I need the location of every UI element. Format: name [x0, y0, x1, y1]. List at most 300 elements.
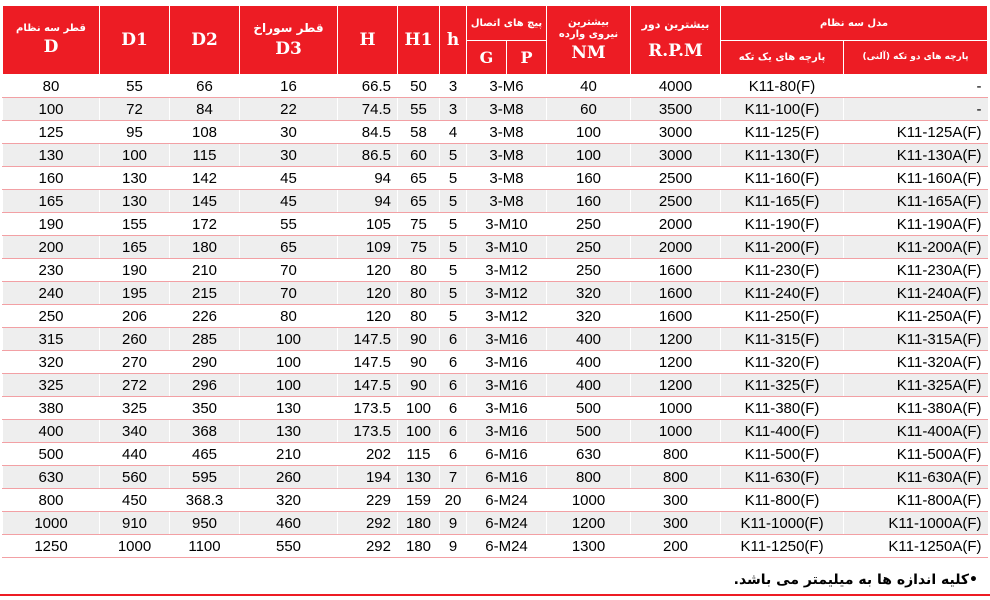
cell-h-height: 147.5	[338, 328, 398, 351]
col-H1: H1	[398, 6, 440, 75]
cell-model-double: K11-380A(F)	[844, 397, 988, 420]
cell-h1: 55	[398, 98, 440, 121]
cell-d1: 450	[100, 489, 170, 512]
cell-d1: 340	[100, 420, 170, 443]
cell-thread: 3-M16	[467, 351, 547, 374]
cell-h-small: 6	[440, 397, 467, 420]
cell-h-height: 229	[338, 489, 398, 512]
cell-d: 100	[3, 98, 100, 121]
cell-d1: 190	[100, 259, 170, 282]
cell-d2: 66	[170, 75, 240, 98]
table-row	[3, 282, 988, 305]
cell-h-height: 74.5	[338, 98, 398, 121]
cell-d2: 108	[170, 121, 240, 144]
cell-h-small: 6	[440, 420, 467, 443]
cell-d3: 260	[240, 466, 338, 489]
cell-model-single: K11-230(F)	[721, 259, 844, 282]
cell-d1: 165	[100, 236, 170, 259]
cell-rpm: 2000	[631, 236, 721, 259]
cell-model-single: K11-130(F)	[721, 144, 844, 167]
cell-d: 380	[3, 397, 100, 420]
col-force	[547, 6, 631, 75]
cell-rpm: 1600	[631, 259, 721, 282]
cell-d1: 272	[100, 374, 170, 397]
cell-thread: 3-M12	[467, 305, 547, 328]
cell-rpm: 2500	[631, 190, 721, 213]
cell-h-small: 20	[440, 489, 467, 512]
cell-d2: 350	[170, 397, 240, 420]
cell-d1: 155	[100, 213, 170, 236]
cell-force: 400	[547, 351, 631, 374]
cell-force: 320	[547, 282, 631, 305]
cell-h1: 180	[398, 535, 440, 558]
cell-d: 80	[3, 75, 100, 98]
col-rpm-label-fa: بیشترین دور	[641, 18, 710, 32]
cell-model-single: K11-500(F)	[721, 443, 844, 466]
cell-model-double: K11-1000A(F)	[844, 512, 988, 535]
cell-rpm: 1200	[631, 328, 721, 351]
col-rpm-label: R.P.M	[648, 40, 703, 61]
cell-d2: 215	[170, 282, 240, 305]
cell-model-double: K11-500A(F)	[844, 443, 988, 466]
cell-h-small: 5	[440, 213, 467, 236]
cell-d1: 910	[100, 512, 170, 535]
cell-h-small: 6	[440, 374, 467, 397]
cell-thread: 3-M16	[467, 420, 547, 443]
cell-model-double: K11-400A(F)	[844, 420, 988, 443]
cell-h-height: 120	[338, 305, 398, 328]
cell-h-height: 120	[338, 259, 398, 282]
cell-d3: 45	[240, 190, 338, 213]
cell-force: 160	[547, 167, 631, 190]
cell-h-small: 5	[440, 190, 467, 213]
cell-rpm: 3000	[631, 121, 721, 144]
cell-h-small: 9	[440, 535, 467, 558]
cell-d1: 206	[100, 305, 170, 328]
cell-h-height: 66.5	[338, 75, 398, 98]
table-row	[3, 443, 988, 466]
cell-d2: 950	[170, 512, 240, 535]
cell-model-double: K11-125A(F)	[844, 121, 988, 144]
cell-h1: 180	[398, 512, 440, 535]
table-row	[3, 489, 988, 512]
cell-force: 1300	[547, 535, 631, 558]
table-row	[3, 121, 988, 144]
cell-d: 325	[3, 374, 100, 397]
cell-rpm: 800	[631, 443, 721, 466]
cell-model-single: K11-630(F)	[721, 466, 844, 489]
table-row	[3, 98, 988, 121]
col-single: پارچه های یک تکه	[721, 41, 844, 75]
cell-d: 250	[3, 305, 100, 328]
cell-force: 250	[547, 213, 631, 236]
cell-force: 100	[547, 144, 631, 167]
cell-d: 320	[3, 351, 100, 374]
cell-d2: 465	[170, 443, 240, 466]
cell-h-height: 94	[338, 190, 398, 213]
cell-d3: 70	[240, 259, 338, 282]
cell-d1: 130	[100, 167, 170, 190]
col-D3	[240, 6, 338, 75]
bottom-rule	[0, 594, 990, 596]
cell-force: 100	[547, 121, 631, 144]
cell-rpm: 1200	[631, 374, 721, 397]
cell-h1: 75	[398, 236, 440, 259]
cell-h-height: 292	[338, 535, 398, 558]
cell-thread: 6-M16	[467, 466, 547, 489]
cell-rpm: 300	[631, 512, 721, 535]
cell-d2: 180	[170, 236, 240, 259]
cell-d1: 195	[100, 282, 170, 305]
cell-d3: 320	[240, 489, 338, 512]
cell-d3: 65	[240, 236, 338, 259]
cell-d2: 172	[170, 213, 240, 236]
cell-rpm: 1200	[631, 351, 721, 374]
col-D-label: D	[43, 37, 59, 58]
cell-thread: 3-M8	[467, 98, 547, 121]
cell-d2: 595	[170, 466, 240, 489]
cell-model-double: K11-190A(F)	[844, 213, 988, 236]
cell-h-small: 3	[440, 98, 467, 121]
table-body	[3, 75, 988, 558]
cell-d2: 210	[170, 259, 240, 282]
table-row	[3, 236, 988, 259]
cell-h1: 80	[398, 259, 440, 282]
cell-d2: 290	[170, 351, 240, 374]
cell-h-small: 6	[440, 328, 467, 351]
cell-thread: 3-M10	[467, 213, 547, 236]
spec-table	[2, 5, 988, 558]
table-row	[3, 167, 988, 190]
table-row	[3, 328, 988, 351]
cell-d2: 285	[170, 328, 240, 351]
col-model: مدل سه نظام	[721, 6, 988, 41]
cell-model-double: K11-250A(F)	[844, 305, 988, 328]
cell-model-single: K11-100(F)	[721, 98, 844, 121]
cell-d: 630	[3, 466, 100, 489]
cell-force: 500	[547, 420, 631, 443]
cell-thread: 3-M16	[467, 397, 547, 420]
cell-thread: 6-M24	[467, 489, 547, 512]
cell-h-small: 3	[440, 75, 467, 98]
table-row	[3, 420, 988, 443]
cell-h1: 75	[398, 213, 440, 236]
cell-force: 400	[547, 374, 631, 397]
col-G: G	[467, 41, 507, 75]
cell-d1: 55	[100, 75, 170, 98]
cell-h-small: 6	[440, 351, 467, 374]
cell-thread: 3-M8	[467, 167, 547, 190]
cell-force: 800	[547, 466, 631, 489]
cell-thread: 3-M12	[467, 282, 547, 305]
cell-rpm: 300	[631, 489, 721, 512]
cell-model-single: K11-325(F)	[721, 374, 844, 397]
cell-h-height: 202	[338, 443, 398, 466]
cell-d: 125	[3, 121, 100, 144]
cell-thread: 3-M16	[467, 328, 547, 351]
cell-h1: 60	[398, 144, 440, 167]
cell-thread: 3-M6	[467, 75, 547, 98]
cell-d3: 100	[240, 328, 338, 351]
cell-model-double: K11-165A(F)	[844, 190, 988, 213]
cell-model-double: K11-130A(F)	[844, 144, 988, 167]
cell-d1: 260	[100, 328, 170, 351]
cell-thread: 3-M8	[467, 121, 547, 144]
cell-model-double: K11-200A(F)	[844, 236, 988, 259]
cell-thread: 3-M8	[467, 144, 547, 167]
cell-h-height: 105	[338, 213, 398, 236]
table-row	[3, 351, 988, 374]
cell-force: 400	[547, 328, 631, 351]
cell-h-small: 5	[440, 259, 467, 282]
cell-d3: 22	[240, 98, 338, 121]
cell-d3: 80	[240, 305, 338, 328]
cell-d: 230	[3, 259, 100, 282]
cell-h1: 159	[398, 489, 440, 512]
cell-model-single: K11-1250(F)	[721, 535, 844, 558]
cell-model-single: K11-315(F)	[721, 328, 844, 351]
cell-d2: 115	[170, 144, 240, 167]
cell-d3: 100	[240, 374, 338, 397]
cell-h-small: 5	[440, 236, 467, 259]
cell-d: 500	[3, 443, 100, 466]
cell-model-single: K11-80(F)	[721, 75, 844, 98]
cell-d1: 130	[100, 190, 170, 213]
cell-h-small: 5	[440, 305, 467, 328]
cell-d1: 95	[100, 121, 170, 144]
cell-d1: 325	[100, 397, 170, 420]
table-row	[3, 259, 988, 282]
cell-d: 130	[3, 144, 100, 167]
cell-force: 1200	[547, 512, 631, 535]
cell-d: 190	[3, 213, 100, 236]
col-thread: پیچ های اتصال	[467, 6, 547, 41]
cell-thread: 6-M24	[467, 512, 547, 535]
col-force-label-fa: بیشترین نیروی وارده	[558, 17, 619, 40]
cell-h1: 80	[398, 305, 440, 328]
cell-h-height: 147.5	[338, 374, 398, 397]
cell-h1: 130	[398, 466, 440, 489]
cell-d3: 45	[240, 167, 338, 190]
table-row	[3, 397, 988, 420]
units-note: •کلیه اندازه ها به میلیمتر می باشد.	[733, 572, 978, 588]
cell-h1: 115	[398, 443, 440, 466]
cell-d3: 210	[240, 443, 338, 466]
cell-h-height: 173.5	[338, 397, 398, 420]
cell-h-small: 9	[440, 512, 467, 535]
cell-model-single: K11-125(F)	[721, 121, 844, 144]
cell-d3: 460	[240, 512, 338, 535]
cell-h-height: 109	[338, 236, 398, 259]
cell-h-height: 173.5	[338, 420, 398, 443]
cell-model-single: K11-400(F)	[721, 420, 844, 443]
cell-thread: 3-M10	[467, 236, 547, 259]
col-P: P	[507, 41, 547, 75]
cell-force: 160	[547, 190, 631, 213]
cell-model-single: K11-165(F)	[721, 190, 844, 213]
cell-h-small: 6	[440, 443, 467, 466]
cell-h-height: 86.5	[338, 144, 398, 167]
cell-thread: 6-M24	[467, 535, 547, 558]
cell-model-double: K11-240A(F)	[844, 282, 988, 305]
cell-h1: 50	[398, 75, 440, 98]
cell-d: 160	[3, 167, 100, 190]
cell-h1: 65	[398, 190, 440, 213]
cell-d2: 368	[170, 420, 240, 443]
cell-rpm: 1000	[631, 420, 721, 443]
cell-thread: 3-M12	[467, 259, 547, 282]
cell-h-small: 5	[440, 167, 467, 190]
cell-model-single: K11-240(F)	[721, 282, 844, 305]
cell-force: 630	[547, 443, 631, 466]
cell-rpm: 200	[631, 535, 721, 558]
cell-d: 1000	[3, 512, 100, 535]
cell-h1: 90	[398, 351, 440, 374]
cell-force: 40	[547, 75, 631, 98]
cell-rpm: 2000	[631, 213, 721, 236]
cell-d: 315	[3, 328, 100, 351]
cell-model-double: -	[844, 98, 988, 121]
col-h: h	[440, 6, 467, 75]
cell-h1: 58	[398, 121, 440, 144]
cell-force: 500	[547, 397, 631, 420]
cell-h-small: 4	[440, 121, 467, 144]
cell-model-single: K11-160(F)	[721, 167, 844, 190]
col-force-label: NM	[571, 43, 606, 64]
col-D3-label: D3	[275, 38, 302, 59]
cell-d2: 1100	[170, 535, 240, 558]
cell-h-height: 147.5	[338, 351, 398, 374]
cell-model-single: K11-250(F)	[721, 305, 844, 328]
cell-h1: 90	[398, 328, 440, 351]
col-D-label-fa: قطر سه نظام	[16, 22, 86, 34]
cell-d1: 440	[100, 443, 170, 466]
table-row	[3, 213, 988, 236]
col-D1: D1	[100, 6, 170, 75]
cell-h-small: 5	[440, 282, 467, 305]
cell-d2: 226	[170, 305, 240, 328]
cell-model-single: K11-200(F)	[721, 236, 844, 259]
cell-d3: 70	[240, 282, 338, 305]
cell-d3: 30	[240, 144, 338, 167]
cell-d3: 550	[240, 535, 338, 558]
cell-model-double: K11-1250A(F)	[844, 535, 988, 558]
cell-d1: 72	[100, 98, 170, 121]
cell-model-single: K11-1000(F)	[721, 512, 844, 535]
cell-d: 165	[3, 190, 100, 213]
cell-h1: 100	[398, 420, 440, 443]
cell-model-single: K11-380(F)	[721, 397, 844, 420]
table-row	[3, 512, 988, 535]
cell-force: 60	[547, 98, 631, 121]
cell-h1: 100	[398, 397, 440, 420]
cell-model-single: K11-190(F)	[721, 213, 844, 236]
col-D	[3, 6, 100, 75]
cell-d2: 142	[170, 167, 240, 190]
cell-rpm: 800	[631, 466, 721, 489]
cell-d: 1250	[3, 535, 100, 558]
table-row	[3, 75, 988, 98]
cell-model-double: K11-630A(F)	[844, 466, 988, 489]
cell-h-height: 120	[338, 282, 398, 305]
cell-h-small: 7	[440, 466, 467, 489]
cell-h-small: 5	[440, 144, 467, 167]
cell-h1: 80	[398, 282, 440, 305]
table-row	[3, 305, 988, 328]
cell-d2: 145	[170, 190, 240, 213]
table-row	[3, 144, 988, 167]
cell-model-single: K11-800(F)	[721, 489, 844, 512]
col-D2: D2	[170, 6, 240, 75]
cell-rpm: 3500	[631, 98, 721, 121]
cell-d3: 100	[240, 351, 338, 374]
cell-d3: 55	[240, 213, 338, 236]
table-row	[3, 535, 988, 558]
cell-rpm: 1000	[631, 397, 721, 420]
cell-h-height: 84.5	[338, 121, 398, 144]
cell-d1: 100	[100, 144, 170, 167]
col-double: پارچه های دو تکه (آلنی)	[844, 41, 988, 75]
cell-h-height: 94	[338, 167, 398, 190]
cell-d1: 560	[100, 466, 170, 489]
cell-model-single: K11-320(F)	[721, 351, 844, 374]
cell-h1: 65	[398, 167, 440, 190]
cell-h-height: 292	[338, 512, 398, 535]
cell-h-height: 194	[338, 466, 398, 489]
cell-h1: 90	[398, 374, 440, 397]
cell-force: 320	[547, 305, 631, 328]
cell-d: 400	[3, 420, 100, 443]
cell-thread: 3-M16	[467, 374, 547, 397]
cell-rpm: 1600	[631, 305, 721, 328]
col-D3-label-fa: قطر سوراخ	[253, 20, 324, 35]
cell-model-double: K11-160A(F)	[844, 167, 988, 190]
cell-model-double: K11-800A(F)	[844, 489, 988, 512]
cell-model-double: K11-230A(F)	[844, 259, 988, 282]
cell-rpm: 4000	[631, 75, 721, 98]
cell-d3: 130	[240, 397, 338, 420]
cell-model-double: -	[844, 75, 988, 98]
cell-d: 800	[3, 489, 100, 512]
cell-d3: 130	[240, 420, 338, 443]
cell-thread: 6-M16	[467, 443, 547, 466]
cell-thread: 3-M8	[467, 190, 547, 213]
table-row	[3, 466, 988, 489]
cell-d2: 368.3	[170, 489, 240, 512]
cell-force: 250	[547, 259, 631, 282]
cell-model-double: K11-325A(F)	[844, 374, 988, 397]
cell-force: 250	[547, 236, 631, 259]
cell-rpm: 2500	[631, 167, 721, 190]
col-rpm	[631, 6, 721, 75]
cell-d2: 296	[170, 374, 240, 397]
col-H: H	[338, 6, 398, 75]
cell-d1: 270	[100, 351, 170, 374]
cell-d3: 30	[240, 121, 338, 144]
cell-rpm: 1600	[631, 282, 721, 305]
cell-d1: 1000	[100, 535, 170, 558]
cell-d2: 84	[170, 98, 240, 121]
cell-d: 240	[3, 282, 100, 305]
cell-model-double: K11-315A(F)	[844, 328, 988, 351]
cell-force: 1000	[547, 489, 631, 512]
header-row-top	[3, 6, 988, 41]
table-row	[3, 190, 988, 213]
table-row	[3, 374, 988, 397]
cell-d: 200	[3, 236, 100, 259]
cell-rpm: 3000	[631, 144, 721, 167]
cell-d3: 16	[240, 75, 338, 98]
